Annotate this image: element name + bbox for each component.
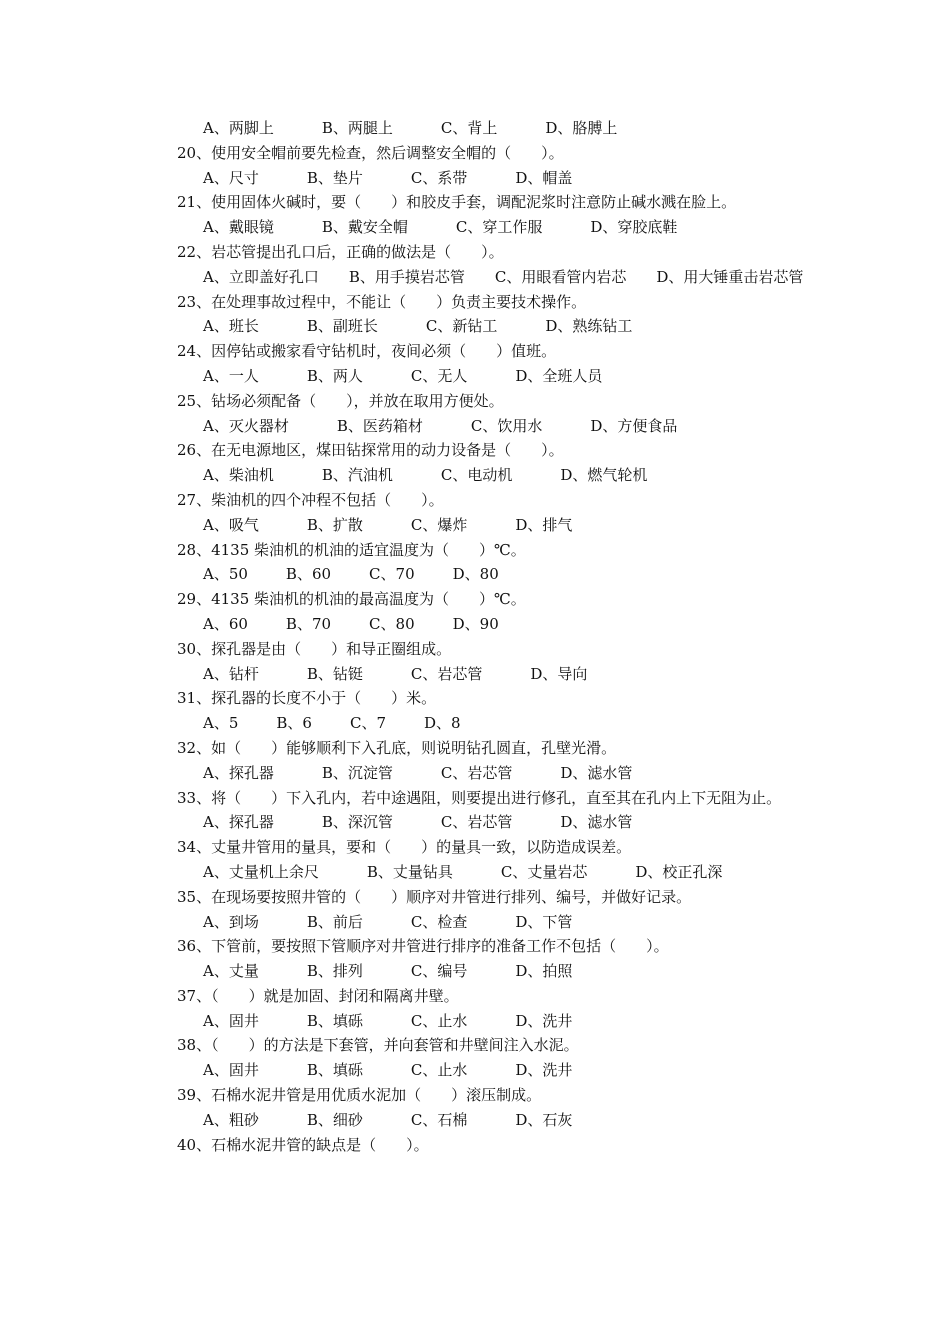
question-text: 36、下管前，要按照下管顺序对井管进行排序的准备工作不包括（ ）。 [177, 937, 669, 956]
answer-option: B、70 [285, 614, 332, 633]
answer-option: D、熟练钻工 [545, 317, 633, 336]
answer-option: A、两脚上 [203, 119, 274, 137]
question-text: 37、（ ）就是加固、封闭和隔离井壁。 [177, 986, 459, 1005]
answer-option: A、戴眼镜 [203, 218, 274, 237]
answer-option: B、细砂 [306, 1110, 363, 1129]
answer-option: D、洗井 [515, 1011, 573, 1030]
question-text: 32、如（ ）能够顺利下入孔底，则说明钻孔圆直，孔壁光滑。 [177, 738, 617, 757]
answer-options [146, 166, 808, 191]
answer-option: C、穿工作服 [455, 218, 543, 237]
answer-option: D、排气 [515, 515, 573, 534]
answer-options [146, 364, 808, 389]
answer-option: C、岩芯管 [440, 813, 513, 832]
answer-option: D、滤水管 [560, 763, 633, 782]
answer-option: C、丈量岩芯 [500, 862, 588, 881]
answer-option: B、垫片 [306, 168, 363, 187]
answer-option: A、尺寸 [203, 168, 259, 187]
question-text: 26、在无电源地区，煤田钻探常用的动力设备是（ ）。 [177, 441, 564, 460]
question-text: 33、将（ ）下入孔内，若中途遇阻，则要提出进行修孔，直至其在孔内上下无阻为止。 [177, 788, 782, 807]
question-text: 25、钻场必须配备（ ），并放在取用方便处。 [177, 391, 504, 410]
answer-option: C、70 [369, 565, 415, 584]
answer-option: D、90 [452, 614, 499, 633]
answer-option: A、一人 [203, 366, 259, 385]
answer-option: B、60 [285, 565, 332, 584]
answer-option: D、全班人员 [515, 366, 603, 385]
answer-options [146, 860, 808, 885]
answer-options [146, 662, 808, 687]
answer-option: A、到场 [203, 912, 259, 931]
answer-options [146, 810, 808, 835]
answer-option: D、导向 [530, 664, 588, 683]
answer-option: C、岩芯管 [410, 664, 483, 683]
answer-option: D、帽盖 [515, 168, 573, 187]
answer-option: A、固井 [203, 1061, 259, 1080]
answer-options [146, 1108, 808, 1133]
answer-option: C、7 [349, 714, 386, 733]
question-text: 20、使用安全帽前要先检查，然后调整安全帽的（ ）。 [177, 143, 564, 162]
answer-options [146, 711, 808, 736]
answer-options [146, 314, 808, 339]
answer-option: D、洗井 [515, 1061, 573, 1080]
answer-options [146, 463, 808, 488]
answer-option: C、止水 [410, 1061, 468, 1080]
answer-options [146, 414, 808, 439]
question-text: 35、在现场要按照井管的（ ）顺序对井管进行排列、编号，并做好记录。 [177, 887, 692, 906]
answer-option: A、灭火器材 [203, 416, 289, 435]
answer-option: C、止水 [410, 1011, 468, 1030]
question-text: 23、在处理事故过程中，不能让（ ）负责主要技术操作。 [177, 292, 587, 311]
question-text: 38、（ ）的方法是下套管，并向套管和井壁间注入水泥。 [177, 1036, 579, 1055]
answer-option: A、5 [203, 714, 239, 733]
answer-option: B、填砾 [306, 1011, 363, 1030]
answer-option: A、班长 [203, 317, 259, 336]
answer-option: A、60 [203, 614, 248, 633]
answer-option: D、滤水管 [560, 813, 633, 832]
answer-options: A、立即盖好孔口 B、用手摸岩芯管 C、用眼看管内岩芯 D、用大锤重击岩芯管 [203, 267, 804, 286]
answer-option: B、两人 [306, 366, 363, 385]
answer-option: A、粗砂 [203, 1110, 259, 1129]
answer-option: C、新钻工 [425, 317, 498, 336]
answer-option: A、丈量机上余尺 [203, 862, 319, 881]
answer-option: C、饮用水 [470, 416, 543, 435]
answer-option: B、丈量钻具 [366, 862, 453, 881]
answer-option: D、胳膊上 [545, 119, 618, 137]
question-text: 39、石棉水泥井管是用优质水泥加（ ）滚压制成。 [177, 1086, 542, 1105]
answer-option: C、系带 [410, 168, 468, 187]
answer-option: B、填砾 [306, 1061, 363, 1080]
question-text: 29、4135 柴油机的机油的最高温度为（ ）℃。 [177, 590, 526, 609]
answer-option: B、前后 [306, 912, 363, 931]
answer-options [146, 612, 808, 637]
answer-option: A、丈量 [203, 962, 259, 981]
question-text: 27、柴油机的四个冲程不包括（ ）。 [177, 490, 444, 509]
answer-option: B、深沉管 [321, 813, 393, 832]
answer-option: B、沉淀管 [321, 763, 393, 782]
answer-option: C、电动机 [440, 466, 513, 485]
answer-options [146, 761, 808, 786]
answer-option: B、副班长 [306, 317, 378, 336]
question-text: 28、4135 柴油机的机油的适宜温度为（ ）℃。 [177, 540, 526, 559]
answer-option: D、下管 [515, 912, 573, 931]
answer-option: D、方便食品 [590, 416, 678, 435]
answer-options [146, 116, 808, 141]
question-list [146, 116, 808, 1157]
answer-option: C、石棉 [410, 1110, 468, 1129]
answer-option: C、80 [369, 614, 415, 633]
answer-option: C、检查 [410, 912, 468, 931]
question-text: 22、岩芯管提出孔口后，正确的做法是（ ）。 [177, 242, 504, 261]
answer-option: C、岩芯管 [440, 763, 513, 782]
answer-option: A、柴油机 [203, 466, 274, 485]
answer-option: B、钻铤 [306, 664, 363, 683]
answer-option: A、探孔器 [203, 763, 274, 782]
answer-option: B、两腿上 [321, 119, 393, 137]
answer-option: D、拍照 [515, 962, 573, 981]
answer-option: A、吸气 [203, 515, 259, 534]
question-text: 34、丈量井管用的量具，要和（ ）的量具一致，以防造成误差。 [177, 838, 632, 857]
answer-option: A、钻杆 [203, 664, 259, 683]
answer-option: D、校正孔深 [635, 862, 723, 881]
answer-option: A、50 [203, 565, 248, 584]
answer-option: B、排列 [306, 962, 363, 981]
answer-option: A、固井 [203, 1011, 259, 1030]
question-text: 40、石棉水泥井管的缺点是（ ）。 [177, 1135, 429, 1154]
answer-option: B、医药箱材 [336, 416, 423, 435]
answer-option: B、6 [276, 714, 312, 733]
answer-option: B、汽油机 [321, 466, 393, 485]
answer-options [146, 562, 808, 587]
answer-option: C、爆炸 [410, 515, 468, 534]
answer-option: D、石灰 [515, 1110, 573, 1129]
answer-option: D、穿胶底鞋 [590, 218, 678, 237]
answer-options [146, 910, 808, 935]
answer-option: A、探孔器 [203, 813, 274, 832]
answer-option: C、背上 [440, 119, 498, 137]
answer-option: C、编号 [410, 962, 468, 981]
answer-options [146, 1009, 808, 1034]
answer-option: C、无人 [410, 366, 468, 385]
answer-option: D、80 [452, 565, 499, 584]
question-text: 31、探孔器的长度不小于（ ）米。 [177, 689, 437, 708]
answer-options [146, 1058, 808, 1083]
question-text: 24、因停钻或搬家看守钻机时，夜间必须（ ）值班。 [177, 342, 557, 361]
answer-option: D、8 [424, 714, 461, 733]
answer-options [146, 215, 808, 240]
answer-option: D、燃气轮机 [560, 466, 648, 485]
question-text: 21、使用固体火碱时，要（ ）和胶皮手套，调配泥浆时注意防止碱水溅在脸上。 [177, 193, 737, 212]
answer-option: B、扩散 [306, 515, 363, 534]
question-text: 30、探孔器是由（ ）和导正圈组成。 [177, 639, 452, 658]
answer-options [146, 959, 808, 984]
answer-options [146, 513, 808, 538]
answer-option: B、戴安全帽 [321, 218, 408, 237]
